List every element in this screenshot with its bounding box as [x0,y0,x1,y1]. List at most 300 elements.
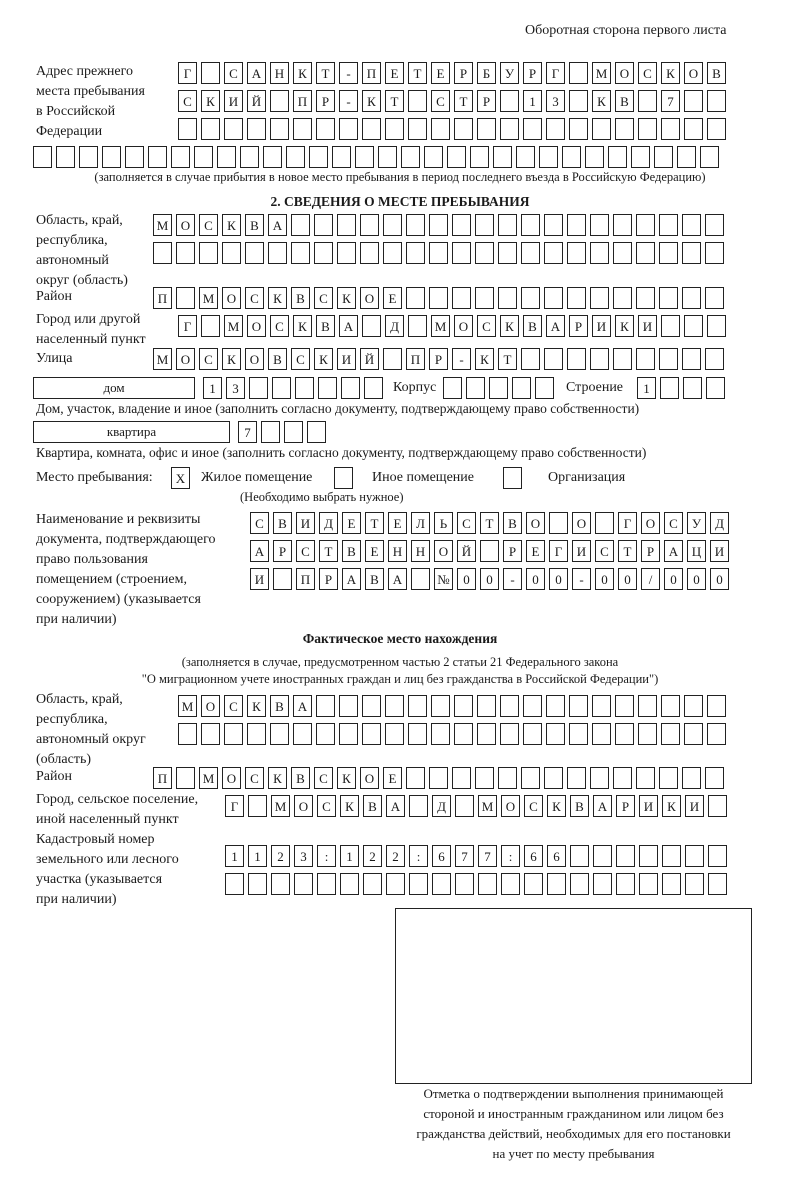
char-cell[interactable] [638,90,657,112]
char-cell[interactable]: С [595,540,614,562]
char-cell[interactable] [638,723,657,745]
char-cell[interactable]: 2 [271,845,290,867]
char-cell[interactable] [682,767,701,789]
char-cell[interactable]: 0 [595,568,614,590]
char-cell[interactable]: 6 [547,845,566,867]
char-cell[interactable] [153,242,172,264]
char-cell[interactable]: С [314,767,333,789]
char-cell[interactable] [125,146,144,168]
char-cell[interactable] [360,242,379,264]
char-cell[interactable]: Р [641,540,660,562]
char-cell[interactable]: Р [273,540,292,562]
char-cell[interactable] [708,795,727,817]
char-cell[interactable] [638,118,657,140]
char-cell[interactable]: - [572,568,591,590]
char-cell[interactable]: Н [411,540,430,562]
char-cell[interactable]: А [386,795,405,817]
char-cell[interactable]: В [363,795,382,817]
char-cell[interactable]: К [662,795,681,817]
char-cell[interactable]: И [337,348,356,370]
char-cell[interactable] [431,695,450,717]
char-cell[interactable]: В [245,214,264,236]
char-cell[interactable]: А [593,795,612,817]
char-cell[interactable] [454,695,473,717]
char-cell[interactable] [500,118,519,140]
char-cell[interactable] [707,90,726,112]
char-cell[interactable]: М [153,348,172,370]
char-cell[interactable]: К [661,62,680,84]
char-cell[interactable] [316,695,335,717]
char-cell[interactable]: Н [270,62,289,84]
char-cell[interactable]: К [293,315,312,337]
char-cell[interactable]: О [176,348,195,370]
char-cell[interactable] [593,873,612,895]
char-cell[interactable] [684,118,703,140]
char-cell[interactable]: С [291,348,310,370]
char-cell[interactable] [521,214,540,236]
char-cell[interactable] [314,214,333,236]
char-cell[interactable] [562,146,581,168]
char-cell[interactable] [523,695,542,717]
char-cell[interactable]: С [317,795,336,817]
char-cell[interactable]: В [316,315,335,337]
char-cell[interactable] [613,767,632,789]
char-cell[interactable]: О [526,512,545,534]
char-cell[interactable]: О [501,795,520,817]
char-cell[interactable] [636,348,655,370]
char-cell[interactable] [569,723,588,745]
char-cell[interactable]: 1 [203,377,222,399]
char-cell[interactable] [708,845,727,867]
char-cell[interactable] [56,146,75,168]
char-cell[interactable]: О [454,315,473,337]
char-cell[interactable] [489,377,508,399]
char-cell[interactable]: Г [225,795,244,817]
char-cell[interactable]: Й [247,90,266,112]
char-cell[interactable]: Е [388,512,407,534]
char-cell[interactable] [217,146,236,168]
char-cell[interactable] [452,214,471,236]
char-cell[interactable]: О [360,767,379,789]
char-cell[interactable] [429,214,448,236]
char-cell[interactable] [567,767,586,789]
char-cell[interactable]: Р [316,90,335,112]
char-cell[interactable] [176,767,195,789]
char-cell[interactable]: М [224,315,243,337]
char-cell[interactable]: Р [503,540,522,562]
stay-place-organization-checkbox[interactable] [503,467,522,489]
char-cell[interactable] [521,348,540,370]
char-cell[interactable] [654,146,673,168]
char-cell[interactable]: С [224,62,243,84]
char-cell[interactable] [363,873,382,895]
char-cell[interactable]: С [245,287,264,309]
char-cell[interactable] [201,723,220,745]
char-cell[interactable] [684,90,703,112]
char-cell[interactable] [547,873,566,895]
char-cell[interactable] [544,214,563,236]
char-cell[interactable] [682,214,701,236]
char-cell[interactable] [521,767,540,789]
char-cell[interactable]: М [153,214,172,236]
char-cell[interactable] [454,723,473,745]
char-cell[interactable] [201,118,220,140]
char-cell[interactable] [705,287,724,309]
char-cell[interactable] [431,723,450,745]
char-cell[interactable] [247,723,266,745]
char-cell[interactable] [636,767,655,789]
char-cell[interactable]: В [523,315,542,337]
char-cell[interactable]: П [296,568,315,590]
char-cell[interactable]: О [572,512,591,534]
char-cell[interactable]: О [245,348,264,370]
char-cell[interactable]: С [431,90,450,112]
char-cell[interactable]: М [478,795,497,817]
char-cell[interactable]: И [685,795,704,817]
char-cell[interactable] [224,118,243,140]
char-cell[interactable] [360,214,379,236]
char-cell[interactable] [590,767,609,789]
char-cell[interactable]: У [500,62,519,84]
char-cell[interactable] [409,795,428,817]
char-cell[interactable] [477,695,496,717]
char-cell[interactable]: С [638,62,657,84]
char-cell[interactable] [661,695,680,717]
char-cell[interactable] [590,287,609,309]
char-cell[interactable]: Д [432,795,451,817]
char-cell[interactable] [148,146,167,168]
char-cell[interactable] [590,348,609,370]
char-cell[interactable]: С [457,512,476,534]
char-cell[interactable] [307,421,326,443]
char-cell[interactable]: Т [408,62,427,84]
char-cell[interactable]: 3 [546,90,565,112]
char-cell[interactable]: М [199,287,218,309]
char-cell[interactable]: - [452,348,471,370]
char-cell[interactable]: К [362,90,381,112]
char-cell[interactable]: И [592,315,611,337]
char-cell[interactable]: П [153,287,172,309]
char-cell[interactable]: С [245,767,264,789]
char-cell[interactable]: Р [429,348,448,370]
char-cell[interactable]: К [500,315,519,337]
char-cell[interactable]: А [388,568,407,590]
char-cell[interactable]: К [222,214,241,236]
char-cell[interactable]: К [337,767,356,789]
char-cell[interactable]: Р [454,62,473,84]
char-cell[interactable]: П [153,767,172,789]
char-cell[interactable]: С [477,315,496,337]
char-cell[interactable] [480,540,499,562]
char-cell[interactable] [500,695,519,717]
char-cell[interactable] [613,214,632,236]
char-cell[interactable]: Е [385,62,404,84]
char-cell[interactable]: Е [383,767,402,789]
char-cell[interactable]: Р [319,568,338,590]
char-cell[interactable]: И [224,90,243,112]
char-cell[interactable]: О [684,62,703,84]
char-cell[interactable] [662,873,681,895]
char-cell[interactable] [661,315,680,337]
char-cell[interactable] [706,377,725,399]
char-cell[interactable] [401,146,420,168]
char-cell[interactable] [567,287,586,309]
char-cell[interactable] [245,242,264,264]
char-cell[interactable]: Д [385,315,404,337]
char-cell[interactable] [659,242,678,264]
char-cell[interactable] [549,512,568,534]
char-cell[interactable]: К [475,348,494,370]
char-cell[interactable] [585,146,604,168]
char-cell[interactable]: Г [618,512,637,534]
char-cell[interactable] [355,146,374,168]
char-cell[interactable] [498,242,517,264]
stay-place-residential-checkbox[interactable]: X [171,467,190,489]
char-cell[interactable] [570,845,589,867]
char-cell[interactable]: В [291,767,310,789]
char-cell[interactable] [524,873,543,895]
char-cell[interactable]: К [547,795,566,817]
char-cell[interactable] [707,315,726,337]
char-cell[interactable]: Т [385,90,404,112]
char-cell[interactable]: О [201,695,220,717]
char-cell[interactable] [677,146,696,168]
char-cell[interactable] [682,287,701,309]
char-cell[interactable] [171,146,190,168]
char-cell[interactable]: Б [477,62,496,84]
char-cell[interactable] [406,767,425,789]
char-cell[interactable]: Л [411,512,430,534]
char-cell[interactable]: С [199,348,218,370]
char-cell[interactable]: : [409,845,428,867]
char-cell[interactable]: Й [360,348,379,370]
char-cell[interactable]: Т [498,348,517,370]
char-cell[interactable]: А [339,315,358,337]
char-cell[interactable] [291,214,310,236]
char-cell[interactable] [705,767,724,789]
char-cell[interactable] [33,146,52,168]
char-cell[interactable]: 0 [526,568,545,590]
char-cell[interactable] [408,118,427,140]
char-cell[interactable] [615,723,634,745]
char-cell[interactable] [362,723,381,745]
char-cell[interactable] [385,723,404,745]
char-cell[interactable]: 1 [225,845,244,867]
char-cell[interactable] [592,723,611,745]
char-cell[interactable]: О [176,214,195,236]
char-cell[interactable]: 0 [664,568,683,590]
char-cell[interactable]: 7 [478,845,497,867]
char-cell[interactable] [222,242,241,264]
char-cell[interactable]: А [247,62,266,84]
char-cell[interactable]: 0 [480,568,499,590]
char-cell[interactable] [636,242,655,264]
char-cell[interactable]: 7 [238,421,257,443]
char-cell[interactable] [273,568,292,590]
char-cell[interactable]: К [337,287,356,309]
char-cell[interactable] [178,118,197,140]
char-cell[interactable] [378,146,397,168]
char-cell[interactable] [339,723,358,745]
char-cell[interactable] [406,242,425,264]
char-cell[interactable] [176,242,195,264]
char-cell[interactable] [201,62,220,84]
char-cell[interactable] [475,767,494,789]
char-cell[interactable] [364,377,383,399]
char-cell[interactable] [684,723,703,745]
char-cell[interactable] [201,315,220,337]
char-cell[interactable] [447,146,466,168]
char-cell[interactable]: О [641,512,660,534]
char-cell[interactable]: А [342,568,361,590]
char-cell[interactable] [261,421,280,443]
char-cell[interactable] [682,348,701,370]
char-cell[interactable]: Ц [687,540,706,562]
char-cell[interactable]: О [294,795,313,817]
char-cell[interactable]: Ь [434,512,453,534]
char-cell[interactable]: А [250,540,269,562]
char-cell[interactable]: К [314,348,333,370]
char-cell[interactable] [636,214,655,236]
char-cell[interactable] [592,118,611,140]
char-cell[interactable] [386,873,405,895]
char-cell[interactable] [478,873,497,895]
char-cell[interactable]: В [270,695,289,717]
char-cell[interactable] [684,315,703,337]
char-cell[interactable] [659,767,678,789]
char-cell[interactable]: К [268,287,287,309]
char-cell[interactable]: В [570,795,589,817]
char-cell[interactable] [176,287,195,309]
char-cell[interactable] [615,695,634,717]
char-cell[interactable]: Г [178,315,197,337]
char-cell[interactable] [270,90,289,112]
char-cell[interactable] [293,118,312,140]
char-cell[interactable] [535,377,554,399]
char-cell[interactable] [638,695,657,717]
char-cell[interactable] [409,873,428,895]
char-cell[interactable] [411,568,430,590]
char-cell[interactable] [225,873,244,895]
char-cell[interactable] [523,723,542,745]
char-cell[interactable]: Т [480,512,499,534]
char-cell[interactable] [659,214,678,236]
char-cell[interactable] [707,118,726,140]
char-cell[interactable] [707,695,726,717]
char-cell[interactable]: А [268,214,287,236]
char-cell[interactable] [569,695,588,717]
char-cell[interactable]: Т [316,62,335,84]
char-cell[interactable]: И [710,540,729,562]
char-cell[interactable]: И [638,315,657,337]
char-cell[interactable]: 2 [363,845,382,867]
char-cell[interactable]: Т [365,512,384,534]
char-cell[interactable] [569,118,588,140]
char-cell[interactable] [546,118,565,140]
char-cell[interactable]: С [664,512,683,534]
char-cell[interactable]: А [546,315,565,337]
char-cell[interactable] [685,845,704,867]
char-cell[interactable] [708,873,727,895]
char-cell[interactable] [383,214,402,236]
char-cell[interactable] [429,242,448,264]
char-cell[interactable]: 6 [432,845,451,867]
char-cell[interactable]: М [271,795,290,817]
char-cell[interactable]: К [222,348,241,370]
char-cell[interactable] [429,767,448,789]
char-cell[interactable]: И [639,795,658,817]
char-cell[interactable]: И [250,568,269,590]
char-cell[interactable]: С [296,540,315,562]
char-cell[interactable] [455,795,474,817]
char-cell[interactable]: И [572,540,591,562]
char-cell[interactable] [248,795,267,817]
char-cell[interactable] [544,767,563,789]
char-cell[interactable] [613,348,632,370]
char-cell[interactable] [452,287,471,309]
char-cell[interactable] [452,767,471,789]
char-cell[interactable] [661,118,680,140]
char-cell[interactable]: 0 [710,568,729,590]
char-cell[interactable] [291,242,310,264]
char-cell[interactable] [317,873,336,895]
char-cell[interactable] [443,377,462,399]
char-cell[interactable] [383,242,402,264]
char-cell[interactable]: У [687,512,706,534]
char-cell[interactable] [408,695,427,717]
char-cell[interactable] [567,214,586,236]
char-cell[interactable] [429,287,448,309]
char-cell[interactable] [316,118,335,140]
char-cell[interactable]: М [431,315,450,337]
char-cell[interactable]: Т [618,540,637,562]
char-cell[interactable] [383,348,402,370]
char-cell[interactable] [424,146,443,168]
char-cell[interactable] [314,242,333,264]
char-cell[interactable] [249,377,268,399]
char-cell[interactable]: М [178,695,197,717]
char-cell[interactable] [682,242,701,264]
char-cell[interactable] [431,118,450,140]
char-cell[interactable] [498,214,517,236]
char-cell[interactable]: Р [616,795,635,817]
char-cell[interactable] [685,873,704,895]
char-cell[interactable]: 1 [637,377,656,399]
char-cell[interactable]: К [247,695,266,717]
char-cell[interactable]: О [247,315,266,337]
char-cell[interactable]: С [224,695,243,717]
char-cell[interactable]: Е [383,287,402,309]
char-cell[interactable]: О [615,62,634,84]
char-cell[interactable] [512,377,531,399]
char-cell[interactable] [362,118,381,140]
char-cell[interactable]: 3 [294,845,313,867]
char-cell[interactable]: К [201,90,220,112]
char-cell[interactable] [684,695,703,717]
char-cell[interactable]: К [293,62,312,84]
char-cell[interactable]: М [199,767,218,789]
char-cell[interactable] [639,845,658,867]
char-cell[interactable]: Г [178,62,197,84]
char-cell[interactable]: : [501,845,520,867]
char-cell[interactable] [613,287,632,309]
char-cell[interactable]: Н [388,540,407,562]
char-cell[interactable]: Р [569,315,588,337]
char-cell[interactable] [362,315,381,337]
char-cell[interactable]: И [296,512,315,534]
char-cell[interactable]: О [222,767,241,789]
char-cell[interactable] [500,90,519,112]
